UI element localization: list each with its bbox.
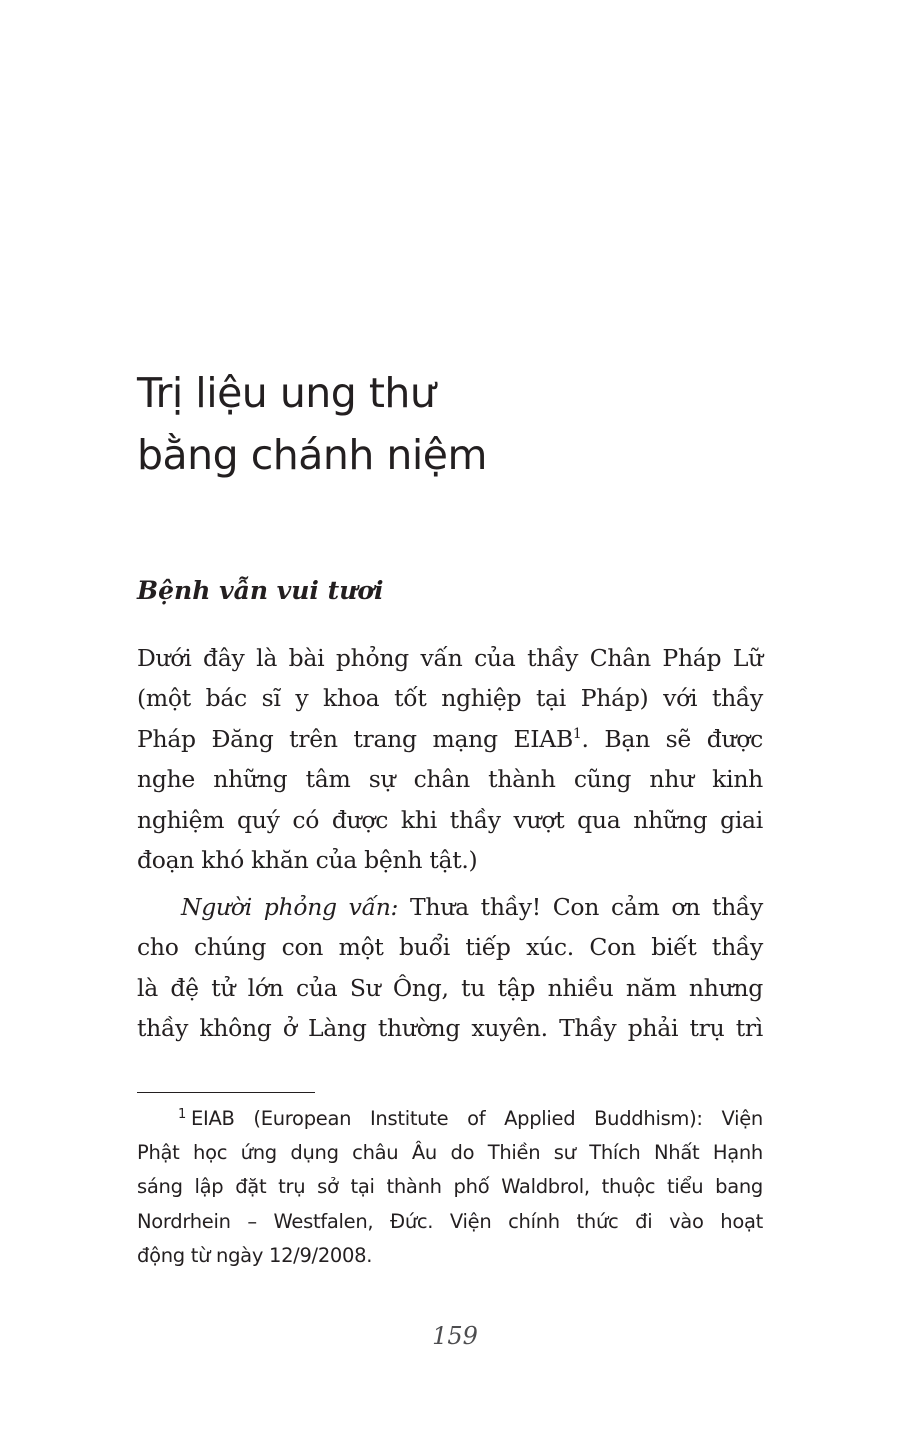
interview-line-4: thầy không ở Làng thường xuyên. Thầy phải trụ trì [137,1014,763,1043]
footnote-line-4: Nordrhein – Westfalen, Đức. Viện chính thức đi vào hoạt [137,1209,763,1233]
footnote-reference[interactable]: 1 [572,725,582,742]
chapter-title-line-1: Trị liệu ung thư [137,369,436,417]
footnote-mark: 1 [178,1106,186,1122]
intro-line-1: Dưới đây là bài phỏng vấn của thầy Chân Pháp Lữ [137,644,763,672]
footnote [137,1102,763,1273]
intro-paragraph [137,638,763,880]
footnote-line-3: sáng lập đặt trụ sở tại thành phố Waldbrol, thuộc tiểu bang [137,1175,763,1199]
page-number: 159 [432,1322,478,1350]
intro-line-3-tail: . Bạn sẽ được [581,724,763,753]
interview-line-1 [137,887,763,927]
interview-line-3: là đệ tử lớn của Sư Ông, tu tập nhiều năm nhưng [137,973,763,1002]
intro-line-3 [137,719,763,759]
intro-line-2: (một bác sĩ y khoa tốt nghiệp tại Pháp) với thầy [137,684,763,713]
interview-paragraph [137,887,763,1049]
footnote-line-2: Phật học ứng dụng châu Âu do Thiền sư Thích Nhất Hạnh [137,1141,763,1165]
footnote-line-1 [137,1102,763,1136]
section-heading: Bệnh vẫn vui tươi [137,576,384,605]
chapter-title [137,362,777,486]
chapter-title-line-2: bằng chánh niệm [137,431,487,479]
intro-line-5: nghiệm quý có được khi thầy vượt qua những giai [137,805,763,834]
footnote-divider [137,1092,315,1093]
intro-line-3-text: Pháp Đăng trên trang mạng EIAB [137,724,573,753]
intro-line-4: nghe những tâm sự chân thành cũng như kinh [137,765,763,794]
footnote-line-5: động từ ngày 12/9/2008. [137,1243,373,1267]
interview-line-2: cho chúng con một buổi tiếp xúc. Con biết thầy [137,933,763,962]
interviewer-label: Người phỏng vấn: [181,893,399,921]
interview-line-1-text: Thưa thầy! Con cảm ơn thầy [398,893,764,921]
intro-line-6: đoạn khó khăn của bệnh tật.) [137,846,478,875]
footnote-line-1-text: EIAB (European Institute of Applied Buddhism): Viện [190,1107,763,1130]
